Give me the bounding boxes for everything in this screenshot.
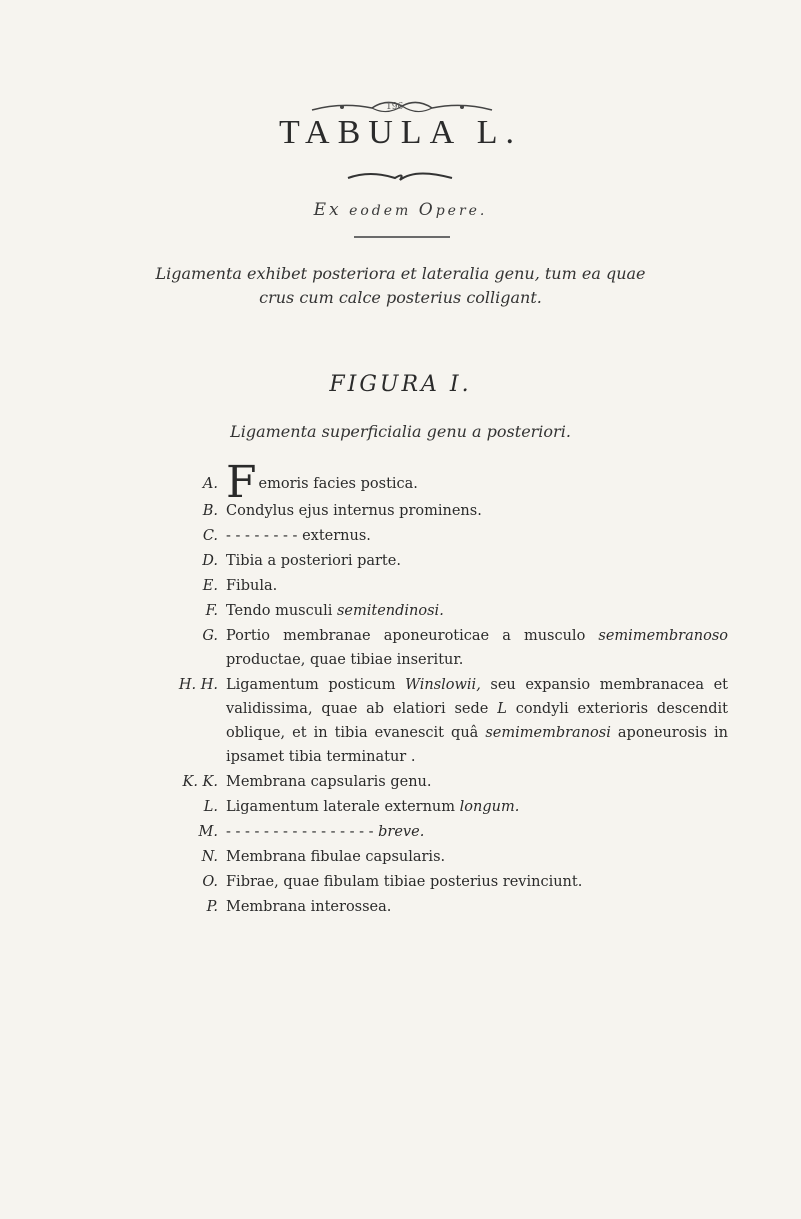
page-title: TABULA L.	[278, 114, 523, 151]
text-part: aponeurosis in ipsamet tibia terminatur .	[226, 725, 729, 765]
intro-paragraph	[0, 262, 801, 310]
item-text	[226, 457, 728, 508]
text-part: - - - - - - - - - - - - - - - -	[226, 824, 379, 840]
intro-line-2: crus cum calce posterius colligant.	[259, 288, 542, 307]
source-prefix: Ex	[313, 200, 342, 220]
list-item	[168, 499, 728, 523]
item-label: O.	[202, 874, 218, 890]
divider	[354, 236, 450, 238]
text-italic: breve.	[378, 824, 425, 840]
text-part: Tendo musculi	[226, 603, 337, 619]
figure-title: FIGURA I.	[329, 372, 472, 397]
item-label: K. K.	[182, 774, 218, 790]
list-item	[168, 524, 728, 548]
drop-cap: F	[226, 457, 257, 508]
list-item	[168, 457, 728, 508]
item-text-body: emoris facies postica.	[258, 476, 418, 492]
text-part: Ligamentum posticum	[226, 677, 406, 693]
item-label: A.	[202, 476, 218, 492]
item-label: N.	[201, 849, 218, 865]
list-item	[168, 895, 728, 919]
text-italic: semimembranosi	[485, 725, 611, 741]
text-italic: semimembranoso	[598, 628, 728, 644]
item-text	[226, 820, 728, 844]
item-text	[226, 624, 728, 672]
list-item	[168, 599, 728, 623]
text-italic: longum.	[459, 799, 520, 815]
list-item	[168, 574, 728, 598]
item-text: Fibula.	[226, 578, 278, 594]
item-text: Tibia a posteriori parte.	[226, 553, 401, 569]
item-label: L.	[203, 799, 218, 815]
intro-line-1: Ligamenta exhibet posteriora et lateralia genu, tum ea quae	[155, 264, 646, 283]
list-item	[168, 549, 728, 573]
list-item	[168, 673, 728, 769]
item-label: P.	[206, 899, 218, 915]
source-end-cap: O	[418, 200, 436, 220]
list-item	[168, 845, 728, 869]
list-item	[168, 795, 728, 819]
text-part: condyli exterioris descendit oblique, et in tibia evanescit quâ	[226, 701, 728, 741]
figure-subtitle: Ligamenta superficialia genu a posteriori.	[230, 422, 571, 441]
text-italic: Winslowii,	[405, 677, 481, 693]
item-label: H. H.	[178, 677, 218, 693]
legend-list	[168, 457, 729, 920]
list-item	[168, 770, 728, 794]
text-part: Ligamentum laterale externum	[226, 799, 460, 815]
title-flourish	[340, 166, 460, 186]
text-part: Portio membranae aponeuroticae a musculo	[226, 628, 599, 644]
source-end: pere.	[435, 203, 488, 219]
item-label: B.	[202, 503, 218, 519]
list-item	[168, 624, 728, 672]
item-text	[226, 673, 728, 769]
item-text: Membrana interossea.	[226, 899, 392, 915]
item-text	[226, 795, 728, 819]
item-text: - - - - - - - - externus.	[226, 528, 371, 544]
source-rest: eodem	[349, 203, 412, 219]
item-text: Membrana fibulae capsularis.	[226, 849, 446, 865]
item-text	[226, 599, 728, 623]
item-text: Condylus ejus internus prominens.	[226, 503, 482, 519]
item-label: D.	[202, 553, 218, 569]
item-label: M.	[198, 824, 218, 840]
item-text: Membrana capsularis genu.	[226, 774, 432, 790]
item-label: G.	[202, 628, 218, 644]
list-item	[168, 870, 728, 894]
item-label: F.	[205, 603, 218, 619]
text-part: productae, quae tibiae inseritur.	[226, 652, 464, 668]
item-label: C.	[202, 528, 218, 544]
source-line	[0, 200, 801, 220]
list-item	[168, 820, 728, 844]
text-italic: L	[497, 701, 507, 717]
text-italic: semitendinosi.	[336, 603, 444, 619]
text-part: seu expansio membranacea et validissima, quae ab elatiori sede	[226, 677, 729, 717]
item-text: Fibrae, quae fibulam tibiae posterius revinciunt.	[226, 874, 583, 890]
item-label: E.	[202, 578, 218, 594]
page-number: 196	[386, 102, 404, 112]
